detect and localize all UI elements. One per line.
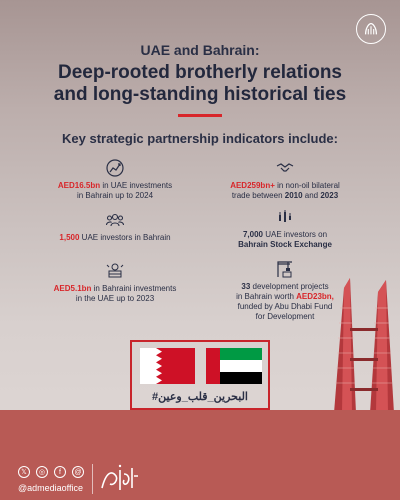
indicator-text: and bbox=[302, 191, 321, 200]
key-indicators-heading: Key strategic partnership indicators include: bbox=[62, 131, 338, 146]
value-highlight: AED259bn+ bbox=[230, 181, 275, 190]
indicator-text: for Development bbox=[255, 312, 315, 321]
value-highlight: AED5.1bn bbox=[53, 284, 92, 293]
indicator-uae-investments bbox=[30, 158, 200, 201]
instagram-icon[interactable]: ◎ bbox=[36, 466, 48, 478]
header bbox=[0, 42, 400, 117]
hashtag: #البحرين_قلب_وعين bbox=[152, 391, 248, 403]
footer bbox=[0, 410, 400, 500]
footer-divider bbox=[92, 464, 93, 494]
indicator-stock-exchange bbox=[200, 207, 370, 250]
indicator-text: in Bahrain up to 2024 bbox=[76, 191, 154, 200]
emblem-icon bbox=[362, 20, 380, 38]
construction-crane-icon bbox=[275, 259, 295, 279]
year-start: 2010 bbox=[284, 191, 303, 200]
indicator-text: in UAE investments bbox=[100, 181, 173, 190]
indicator-text: in Bahraini investments bbox=[91, 284, 177, 293]
bahrain-world-trade-center-illustration bbox=[326, 268, 400, 413]
indicator-text: UAE investors on bbox=[263, 230, 328, 239]
title-line-2: and long-standing historical ties bbox=[53, 84, 347, 105]
value-bold: 33 bbox=[241, 282, 251, 291]
indicator-text: in Bahrain worth bbox=[236, 292, 297, 301]
subtitle: UAE and Bahrain: bbox=[140, 42, 260, 58]
page-title bbox=[0, 62, 400, 106]
value-highlight: 1,500 bbox=[59, 233, 80, 242]
year-end: 2023 bbox=[320, 191, 339, 200]
title-line-1: Deep-rooted brotherly relations bbox=[58, 62, 342, 83]
money-stack-icon bbox=[105, 261, 125, 281]
value-highlight: AED16.5bn bbox=[57, 181, 101, 190]
indicator-text: in non-oil bilateral bbox=[274, 181, 340, 190]
indicator-text: Bahrain Stock Exchange bbox=[238, 240, 332, 249]
flag-serration bbox=[154, 348, 162, 384]
indicator-text: in the UAE up to 2023 bbox=[75, 294, 155, 303]
indicator-bilateral-trade bbox=[200, 158, 370, 201]
bahrain-flag bbox=[140, 348, 195, 384]
handshake-icon bbox=[275, 158, 295, 178]
x-icon[interactable]: 𝕏 bbox=[18, 466, 30, 478]
corner-logo bbox=[356, 14, 386, 44]
social-handle[interactable]: @admediaoffice bbox=[18, 483, 84, 493]
value-bold: 7,000 bbox=[242, 230, 263, 239]
threads-icon[interactable]: @ bbox=[72, 466, 84, 478]
indicator-text: funded by Abu Dhabi Fund bbox=[237, 302, 333, 311]
value-highlight: AED23bn, bbox=[296, 292, 334, 301]
investment-chart-icon bbox=[105, 158, 125, 178]
flags-panel bbox=[130, 340, 270, 410]
uae-flag bbox=[206, 348, 262, 384]
stock-exchange-icon bbox=[275, 207, 295, 227]
indicator-bahraini-investments bbox=[30, 261, 200, 304]
facebook-icon[interactable]: f bbox=[54, 466, 66, 478]
title-underline bbox=[178, 114, 222, 117]
social-links bbox=[18, 466, 84, 478]
investors-group-icon bbox=[105, 210, 125, 230]
indicator-text: UAE investors in Bahrain bbox=[79, 233, 171, 242]
indicator-text: development projects bbox=[250, 282, 329, 291]
indicator-uae-investors bbox=[30, 210, 200, 243]
indicator-text: trade between bbox=[231, 191, 285, 200]
campaign-logo bbox=[98, 462, 140, 496]
